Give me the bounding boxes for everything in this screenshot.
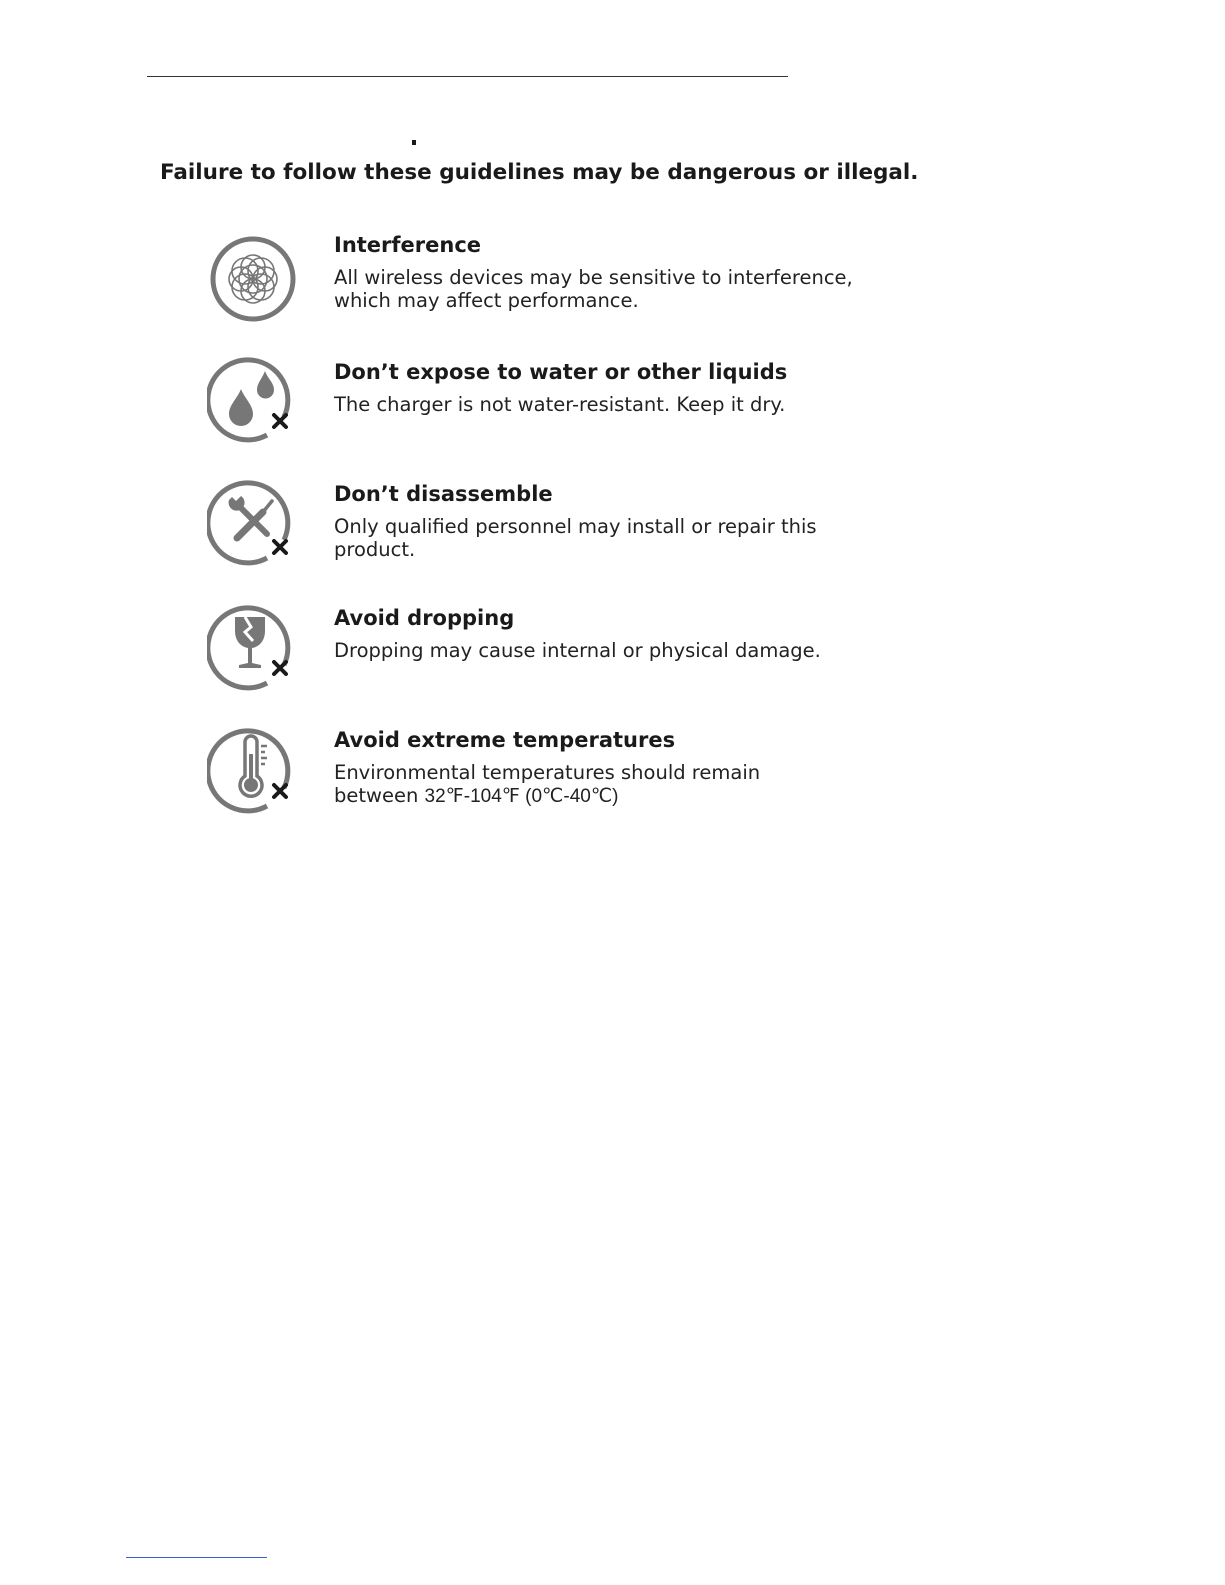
item-title: Interference bbox=[334, 233, 482, 257]
item-description bbox=[334, 515, 894, 561]
item-description bbox=[334, 266, 894, 312]
item-description bbox=[334, 393, 894, 416]
clipped-text-fragment bbox=[412, 140, 416, 145]
header-rule bbox=[147, 76, 788, 77]
item-description bbox=[334, 639, 894, 662]
item-title: Don’t disassemble bbox=[334, 482, 553, 506]
item-description bbox=[334, 761, 894, 808]
footer-link-underline bbox=[126, 1557, 267, 1558]
description-line: The charger is not water-resistant. Keep it dry. bbox=[334, 393, 786, 416]
thermometer-icon bbox=[207, 722, 299, 814]
water-drops-icon bbox=[207, 351, 299, 443]
description-line: product. bbox=[334, 538, 416, 561]
description-line: Dropping may cause internal or physical damage. bbox=[334, 639, 821, 662]
description-line: Only qualified personnel may install or repair this bbox=[334, 515, 817, 538]
temperature-range: 32℉-104℉ (0℃-40℃) bbox=[424, 786, 619, 807]
interference-icon bbox=[207, 233, 299, 325]
description-line bbox=[334, 784, 894, 808]
tools-icon bbox=[207, 474, 299, 566]
description-line: All wireless devices may be sensitive to interference, bbox=[334, 266, 853, 289]
item-title: Avoid dropping bbox=[334, 606, 515, 630]
item-title: Avoid extreme temperatures bbox=[334, 728, 676, 752]
page-headline: Failure to follow these guidelines may be dangerous or illegal. bbox=[160, 160, 919, 185]
item-title: Don’t expose to water or other liquids bbox=[334, 360, 788, 384]
broken-glass-icon bbox=[207, 599, 299, 691]
description-prefix: between bbox=[334, 784, 425, 807]
description-line: Environmental temperatures should remain bbox=[334, 761, 761, 784]
description-line: which may affect performance. bbox=[334, 289, 639, 312]
